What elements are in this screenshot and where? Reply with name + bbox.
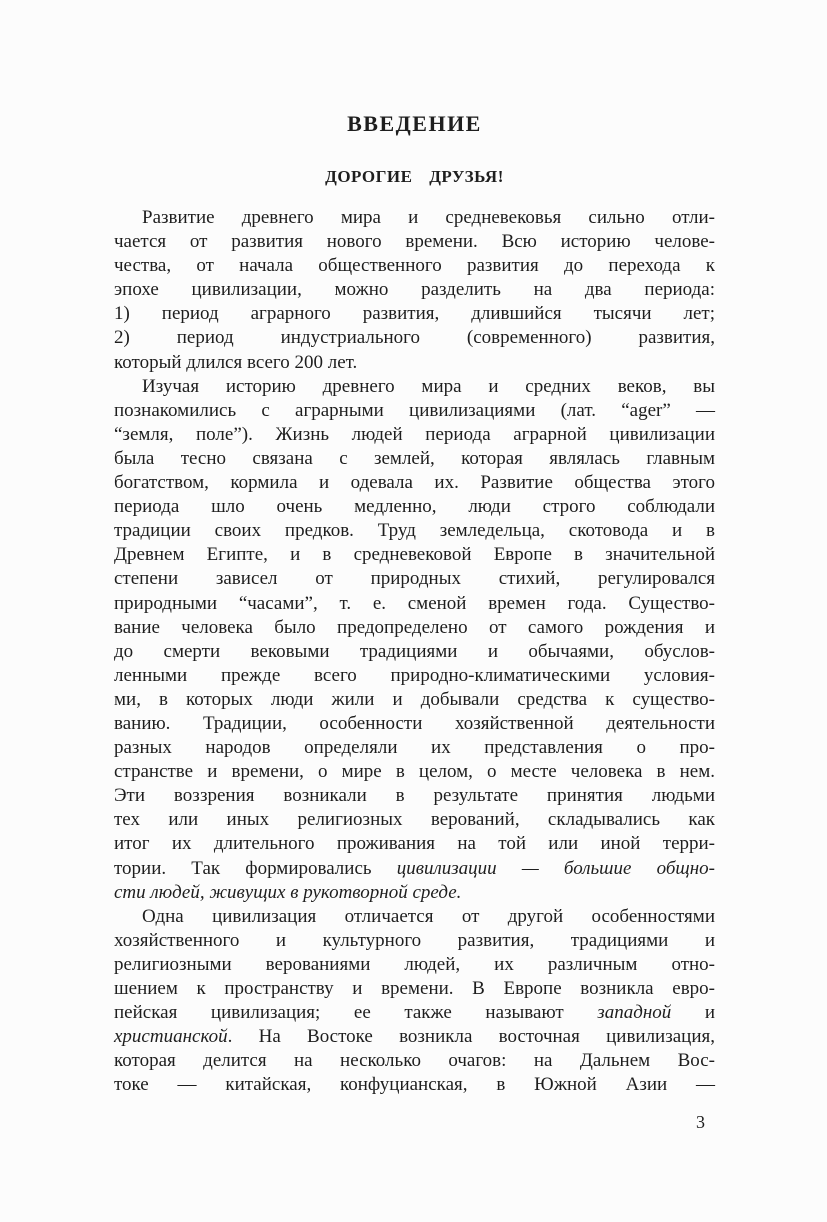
text-line	[114, 905, 715, 929]
text-line	[114, 230, 715, 254]
text-line	[114, 929, 715, 953]
text-line	[114, 423, 715, 447]
text-run: ленными прежде всего природно-климатическими условия-	[114, 664, 715, 686]
paragraph	[114, 375, 715, 905]
text-run: познакомились с аграрными цивилизациями (лат. “ager” —	[114, 399, 715, 421]
text-run: токе — китайская, конфуцианская, в Южной Азии —	[114, 1074, 715, 1096]
text-line	[114, 471, 715, 495]
text-run: пейская цивилизация; ее также называют	[114, 1002, 598, 1024]
page-subtitle: ДОРОГИЕ ДРУЗЬЯ!	[325, 167, 504, 186]
text-line	[114, 688, 715, 712]
text-line	[114, 1049, 715, 1073]
text-run: тех или иных религиозных верований, складывались как	[114, 809, 715, 831]
text-run: Развитие древнего мира и средневековья сильно отли-	[142, 207, 715, 228]
text-run: традиции своих предков. Труд земледельца, скотовода и в	[114, 520, 715, 542]
text-line	[114, 760, 715, 784]
italic-text-run: цивилизации — большие общно-	[396, 857, 715, 879]
text-run: ми, в которых люди жили и добывали средства к существо-	[114, 688, 715, 710]
text-run: степени зависел от природных стихий, регулировался	[114, 568, 715, 590]
text-line	[114, 567, 715, 591]
text-line	[114, 953, 715, 977]
text-line	[114, 784, 715, 808]
text-line	[114, 278, 715, 302]
text-run: и	[671, 1002, 715, 1024]
text-run: чается от развития нового времени. Всю историю челове-	[114, 231, 715, 253]
text-run: тории. Так формировались	[114, 857, 397, 879]
text-line	[114, 254, 715, 278]
page-title: ВВЕДЕНИЕ	[347, 111, 482, 136]
text-line	[114, 519, 715, 543]
text-run: итог их длительного проживания на той или иной терри-	[114, 833, 715, 855]
text-line	[114, 351, 715, 375]
italic-text-run: сти людей, живущих в рукотворной среде.	[114, 881, 462, 903]
text-run: чества, от начала общественного развития до перехода к	[114, 255, 715, 277]
text-run: Изучая историю древнего мира и средних веков, вы	[142, 375, 715, 397]
text-run: 1) период аграрного развития, длившийся тысячи лет;	[114, 303, 715, 325]
text-line	[114, 736, 715, 760]
text-run: была тесно связана с землей, которая являлась главным	[114, 447, 715, 469]
text-run: природными “часами”, т. е. сменой времен года. Существо-	[114, 592, 715, 614]
text-line	[114, 543, 715, 567]
text-line	[114, 640, 715, 664]
text-run: шением к пространству и времени. В Европе возникла евро-	[114, 978, 715, 999]
italic-text-run: западной	[597, 1002, 672, 1024]
paragraph	[114, 905, 715, 1098]
text-run: Эти воззрения возникали в результате принятия людьми	[114, 785, 715, 807]
text-line	[114, 1001, 715, 1025]
text-run: ванию. Традиции, особенности хозяйственной деятельности	[114, 712, 715, 734]
text-run: Одна цивилизация отличается от другой особенностями	[142, 905, 715, 927]
text-line	[114, 375, 715, 399]
text-run: странстве и времени, о мире в целом, о месте человека в нем.	[114, 761, 715, 783]
text-line	[114, 881, 715, 905]
text-line	[114, 495, 715, 519]
text-line	[114, 832, 715, 856]
text-run: Древнем Египте, и в средневековой Европе в значительной	[114, 544, 715, 566]
text-run: эпохе цивилизации, можно разделить на два периода:	[114, 279, 715, 301]
text-line	[114, 206, 715, 230]
text-line	[114, 664, 715, 688]
text-line	[114, 447, 715, 471]
text-run: до смерти вековыми традициями и обычаями, обуслов-	[114, 640, 715, 662]
text-line	[114, 326, 715, 350]
text-line	[114, 977, 715, 1001]
text-run: “земля, поле”). Жизнь людей периода аграрной цивилизации	[114, 423, 715, 445]
paragraph	[114, 206, 715, 375]
text-run: . На Востоке возникла восточная цивилизация,	[227, 1026, 715, 1048]
text-run: разных народов определяли их представления о про-	[114, 737, 715, 759]
text-run: 2) период индустриального (современного) развития,	[114, 327, 715, 349]
text-run: хозяйственного и культурного развития, традициями и	[114, 929, 715, 951]
body-text	[114, 206, 715, 1097]
text-line	[114, 1025, 715, 1049]
text-run: который длился всего 200 лет.	[114, 351, 358, 373]
text-line	[114, 616, 715, 640]
text-line	[114, 592, 715, 616]
page-number: 3	[696, 1112, 705, 1132]
text-line	[114, 399, 715, 423]
text-run: периода шло очень медленно, люди строго соблюдали	[114, 496, 715, 518]
text-run: вание человека было предопределено от самого рождения и	[114, 616, 715, 638]
text-run: богатством, кормила и одевала их. Развитие общества этого	[114, 472, 715, 494]
text-line	[114, 808, 715, 832]
text-line	[114, 302, 715, 326]
text-run: религиозными верованиями людей, их различным отно-	[114, 953, 715, 975]
italic-text-run: христианской	[114, 1026, 228, 1048]
text-run: которая делится на несколько очагов: на Дальнем Вос-	[114, 1050, 715, 1072]
text-line	[114, 857, 715, 881]
text-line	[114, 1073, 715, 1097]
text-line	[114, 712, 715, 736]
